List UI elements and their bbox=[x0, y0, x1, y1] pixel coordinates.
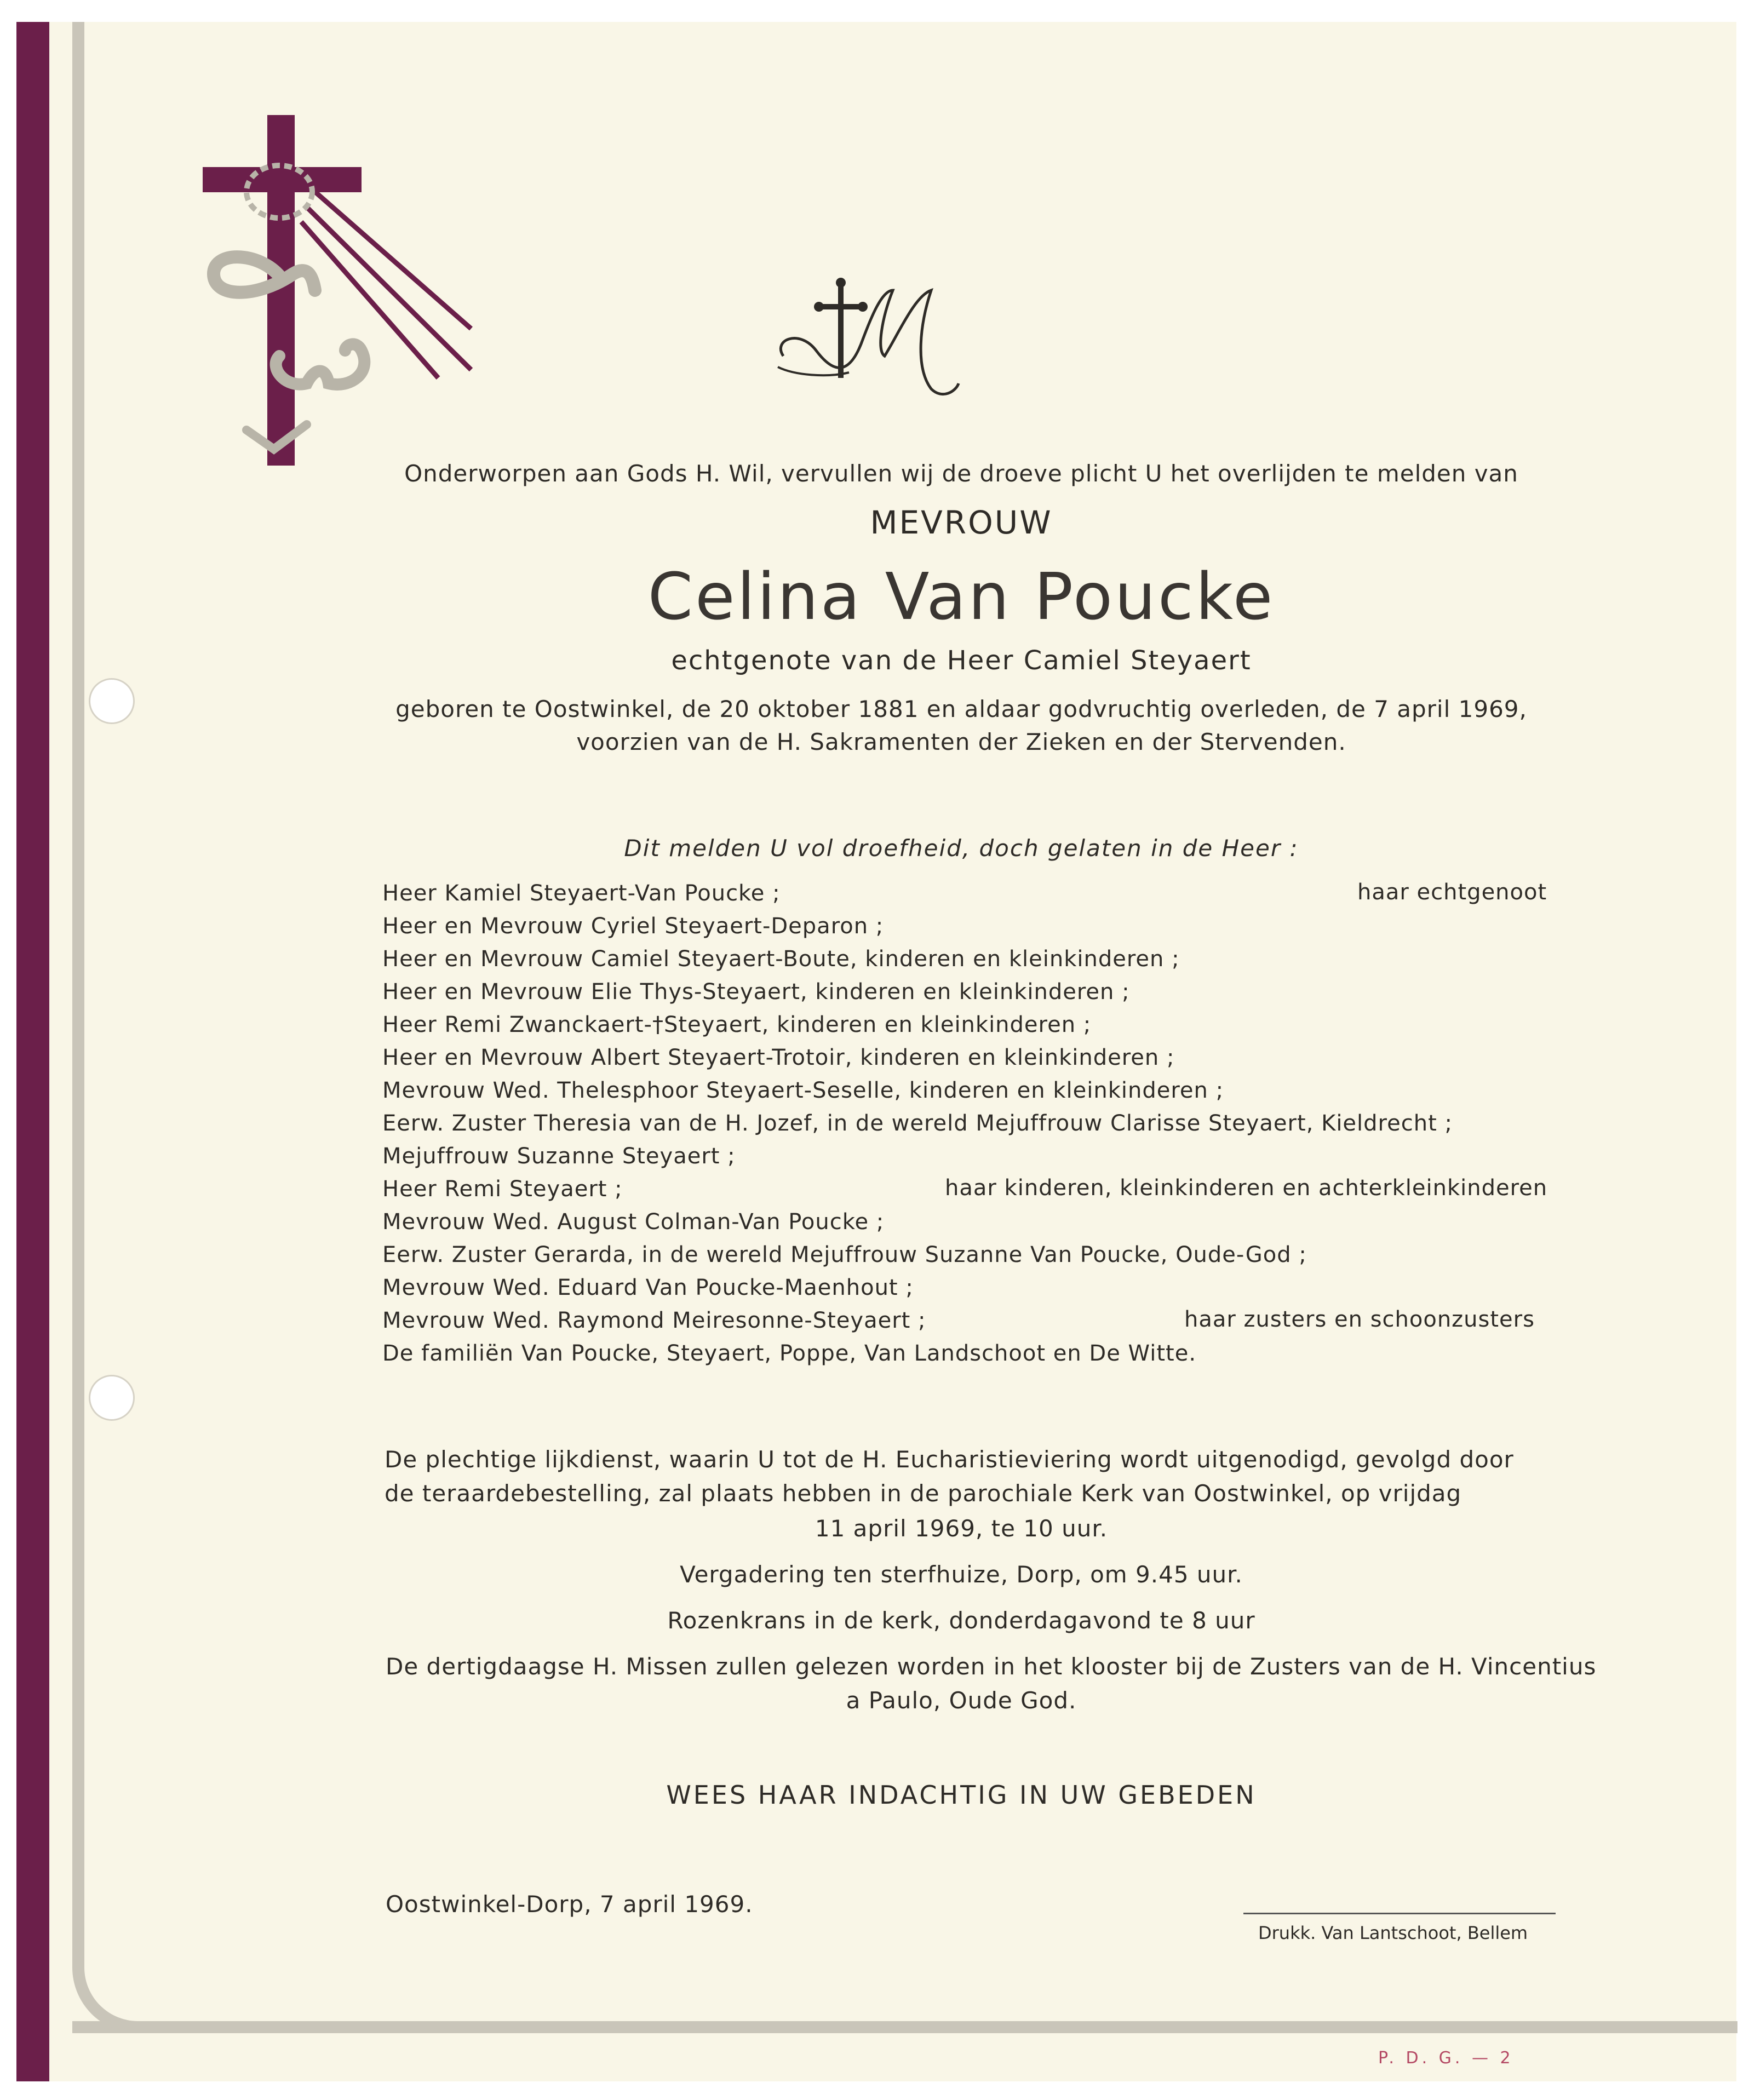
grey-bottom-band bbox=[72, 2021, 1737, 2033]
family-line: Heer Remi Zwanckaert-†Steyaert, kinderen en kleinkinderen ; bbox=[382, 1012, 1092, 1037]
print-code: P. D. G. — 2 bbox=[1378, 2049, 1514, 2068]
prayer-line: WEES HAAR INDACHTIG IN UW GEBEDEN bbox=[666, 1780, 1257, 1810]
rosary-line: Rozenkrans in de kerk, donderdagavond te 8 uur bbox=[667, 1607, 1255, 1634]
punch-hole-lower bbox=[89, 1375, 135, 1421]
service-line: De plechtige lijkdienst, waarin U tot de H. Eucharistieviering wordt uitgenodigd, gevolgd door bbox=[385, 1446, 1514, 1473]
sacraments-line: voorzien van de H. Sakramenten der Zieken en der Stervenden. bbox=[576, 728, 1346, 755]
service-line: 11 april 1969, te 10 uur. bbox=[815, 1515, 1108, 1542]
family-line: Heer en Mevrouw Elie Thys-Steyaert, kinderen en kleinkinderen ; bbox=[382, 979, 1130, 1005]
monogram-cross-icon bbox=[767, 274, 964, 411]
printer-rule bbox=[1243, 1913, 1556, 1914]
cross-alpha-omega-icon bbox=[197, 110, 482, 471]
relation-husband: haar echtgenoot bbox=[1357, 880, 1547, 905]
masses-line: a Paulo, Oude God. bbox=[846, 1687, 1077, 1714]
purple-border-band bbox=[16, 22, 49, 2081]
deceased-name: Celina Van Poucke bbox=[647, 559, 1275, 634]
family-line: Mevrouw Wed. Thelesphoor Steyaert-Seselle, kinderen en kleinkinderen ; bbox=[382, 1078, 1224, 1103]
family-line: Heer en Mevrouw Cyriel Steyaert-Deparon ; bbox=[382, 914, 884, 939]
notify-line: Dit melden U vol droefheid, doch gelaten in de Heer : bbox=[624, 835, 1299, 862]
birth-death-line: geboren te Oostwinkel, de 20 oktober 1881 en aldaar godvruchtig overleden, de 7 april 1969, bbox=[395, 696, 1527, 722]
gathering-line: Vergadering ten sterfhuize, Dorp, om 9.45 uur. bbox=[680, 1561, 1243, 1588]
honorific: MEVROUW bbox=[870, 504, 1053, 541]
grey-border-band bbox=[72, 22, 84, 1964]
spouse-line: echtgenote van de Heer Camiel Steyaert bbox=[671, 645, 1252, 676]
service-line: de teraardebestelling, zal plaats hebben in de parochiale Kerk van Oostwinkel, op vrijdag bbox=[385, 1480, 1462, 1507]
family-line: Mevrouw Wed. Raymond Meiresonne-Steyaert ; bbox=[382, 1308, 926, 1333]
printer-credit: Drukk. Van Lantschoot, Bellem bbox=[1258, 1923, 1528, 1943]
punch-hole-upper bbox=[89, 678, 135, 724]
family-line: Mevrouw Wed. Eduard Van Poucke-Maenhout ; bbox=[382, 1275, 914, 1300]
family-line: De familiën Van Poucke, Steyaert, Poppe, Van Landschoot en De Witte. bbox=[382, 1341, 1197, 1366]
family-line: Mevrouw Wed. August Colman-Van Poucke ; bbox=[382, 1209, 885, 1235]
relation-children: haar kinderen, kleinkinderen en achterkleinkinderen bbox=[945, 1175, 1548, 1201]
family-line: Eerw. Zuster Gerarda, in de wereld Mejuffrouw Suzanne Van Poucke, Oude-God ; bbox=[382, 1242, 1307, 1267]
family-line: Mejuffrouw Suzanne Steyaert ; bbox=[382, 1144, 736, 1169]
family-line: Heer Remi Steyaert ; bbox=[382, 1177, 623, 1202]
family-line: Heer en Mevrouw Albert Steyaert-Trotoir, kinderen en kleinkinderen ; bbox=[382, 1045, 1175, 1070]
place-date: Oostwinkel-Dorp, 7 april 1969. bbox=[386, 1891, 753, 1918]
masses-line: De dertigdaagse H. Missen zullen gelezen worden in het klooster bij de Zusters van de H. Vincentius bbox=[386, 1653, 1597, 1680]
family-line: Heer en Mevrouw Camiel Steyaert-Boute, kinderen en kleinkinderen ; bbox=[382, 946, 1180, 972]
family-line: Heer Kamiel Steyaert-Van Poucke ; bbox=[382, 881, 781, 906]
relation-sisters: haar zusters en schoonzusters bbox=[1184, 1307, 1535, 1332]
intro-text: Onderworpen aan Gods H. Wil, vervullen wij de droeve plicht U het overlijden te melden van bbox=[404, 460, 1518, 487]
family-line: Eerw. Zuster Theresia van de H. Jozef, in de wereld Mejuffrouw Clarisse Steyaert, Kieldrecht ; bbox=[382, 1111, 1453, 1136]
